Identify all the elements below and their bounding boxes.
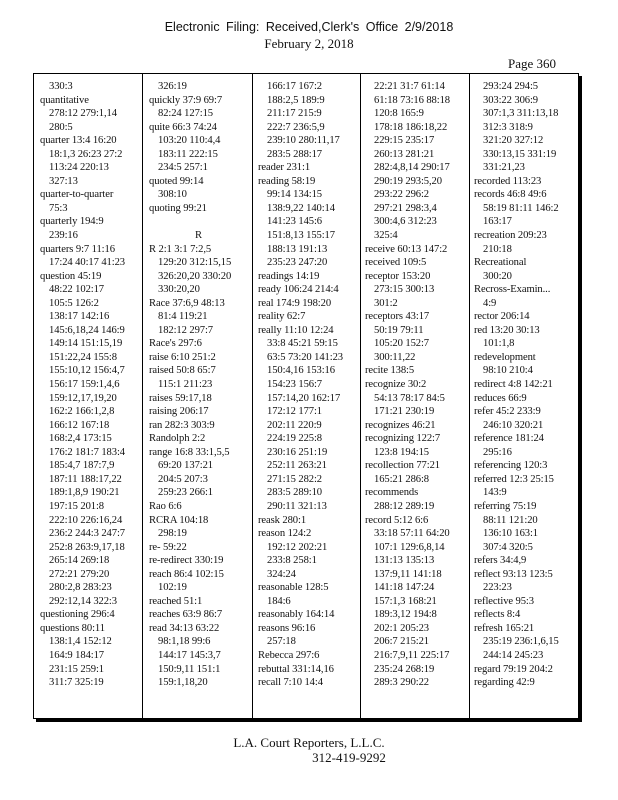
index-page-refs: 159:1,18,20	[158, 677, 208, 689]
index-entry: reasonable 128:5	[258, 582, 329, 594]
index-page-refs: 235:19 236:1,6,15	[483, 636, 559, 648]
index-page-refs: 259:23 266:1	[158, 487, 214, 499]
index-entry: quickly 37:9 69:7	[149, 94, 223, 106]
index-page-refs: 137:9,11 141:18	[374, 568, 442, 580]
index-page-refs: 330:20,20	[158, 284, 200, 296]
index-page-refs: 224:19 225:8	[267, 433, 323, 445]
index-entry: Race's 297:6	[149, 338, 202, 350]
index-page-refs: 290:11 321:13	[267, 500, 327, 512]
index-page-refs: 150:4,16 153:16	[267, 365, 335, 377]
index-entry: redirect 4:8 142:21	[474, 379, 553, 391]
index-page-refs: 293:24 294:5	[483, 81, 539, 92]
index-page-refs: 206:7 215:21	[374, 636, 430, 648]
index-page-refs: 98:1,18 99:6	[158, 636, 211, 648]
index-page-refs: 141:23 145:6	[267, 216, 323, 228]
index-page-refs: 138:9,22 140:14	[267, 202, 335, 214]
index-page-refs: 48:22 102:17	[49, 284, 105, 296]
index-table	[33, 73, 579, 719]
index-page-refs: 58:19 81:11 146:2	[483, 202, 559, 214]
index-entry: reflects 8:4	[474, 609, 521, 621]
index-page-refs: 50:19 79:11	[374, 324, 424, 336]
index-page-refs: 155:10,12 156:4,7	[49, 365, 125, 377]
index-page-refs: 113:24 220:13	[49, 162, 109, 174]
index-entry: recognizing 122:7	[365, 433, 441, 445]
index-page-refs: 143:9	[483, 487, 507, 499]
index-entry: re-redirect 330:19	[149, 555, 224, 567]
index-page-refs: 283:5 289:10	[267, 487, 323, 499]
index-entry: raised 50:8 65:7	[149, 365, 216, 377]
index-page-refs: 183:11 222:15	[158, 148, 218, 160]
index-page-refs: 63:5 73:20 141:23	[267, 351, 343, 363]
index-page-refs: 292:12,14 322:3	[49, 595, 117, 607]
index-page-refs: 223:23	[483, 582, 512, 594]
index-page-refs: 69:20 137:21	[158, 460, 214, 472]
index-entry: Recross-Examin...	[474, 284, 551, 296]
filing-stamp-line: Electronic Filing: Received,Clerk's Office 2/9/2018	[164, 20, 454, 34]
index-entry: refer 45:2 233:9	[474, 406, 541, 418]
index-page-refs: 168:2,4 173:15	[49, 433, 112, 445]
index-page-refs: 271:15 282:2	[267, 473, 323, 485]
index-entry: reach 86:4 102:15	[149, 568, 224, 580]
index-page-refs: 107:1 129:6,8,14	[374, 541, 445, 553]
index-entry: question 45:19	[40, 270, 102, 282]
index-entry: recollection 77:21	[365, 460, 440, 472]
index-page-refs: 150:9,11 151:1	[158, 663, 221, 675]
index-page-refs: 189:1,8,9 190:21	[49, 487, 120, 499]
index-entry: RCRA 104:18	[149, 514, 209, 526]
index-page-refs: 307:1,3 311:13,18	[483, 108, 559, 120]
index-column-3	[258, 80, 357, 690]
index-entry: regarding 42:9	[474, 677, 535, 689]
index-entry: reflective 95:3	[474, 595, 534, 607]
index-page-refs: 99:14 134:15	[267, 189, 323, 201]
index-page-refs: 188:2,5 189:9	[267, 94, 325, 106]
index-page-refs: 290:19 293:5,20	[374, 175, 442, 187]
column-divider	[469, 74, 470, 718]
index-page-refs: 182:12 297:7	[158, 324, 214, 336]
index-page-refs: 197:15 201:8	[49, 500, 105, 512]
index-entry: records 46:8 49:6	[474, 189, 547, 201]
index-page-refs: 235:24 268:19	[374, 663, 435, 675]
index-page-refs: 311:7 325:19	[49, 677, 104, 689]
index-page-refs: 164:9 184:17	[49, 649, 105, 661]
index-entry: rector 206:14	[474, 311, 530, 323]
index-page-refs: 300:11,22	[374, 351, 416, 363]
index-page-refs: 246:10 320:21	[483, 419, 544, 431]
index-page-refs: 149:14 151:15,19	[49, 338, 123, 350]
index-page-refs: 236:2 244:3 247:7	[49, 528, 125, 540]
index-page-refs: 326:20,20 330:20	[158, 270, 232, 282]
index-entry: recommends	[365, 487, 419, 499]
index-page-refs: 300:20	[483, 270, 512, 282]
index-entry: ran 282:3 303:9	[149, 419, 215, 431]
index-page-refs: 293:22 296:2	[374, 189, 430, 201]
index-page-refs: 330:13,15 331:19	[483, 148, 557, 160]
index-page-refs: 105:20 152:7	[374, 338, 430, 350]
index-page-refs: 101:1,8	[483, 338, 515, 350]
index-page-refs: 166:17 167:2	[267, 81, 323, 92]
index-page-refs: 280:2,8 283:23	[49, 582, 112, 594]
index-letter-heading: R	[195, 230, 202, 242]
index-entry: reader 231:1	[258, 162, 311, 174]
index-entry: regard 79:19 204:2	[474, 663, 553, 675]
index-entry: receptors 43:17	[365, 311, 430, 323]
index-entry: quarter 13:4 16:20	[40, 135, 117, 147]
index-page-refs: 216:7,9,11 225:17	[374, 649, 450, 661]
index-page-refs: 131:13 135:13	[374, 555, 435, 567]
column-divider	[252, 74, 253, 718]
index-entry: recall 7:10 14:4	[258, 677, 323, 689]
index-entry: recreation 209:23	[474, 230, 547, 242]
index-entry: quantitative	[40, 94, 89, 106]
index-page-refs: 188:13 191:13	[267, 243, 328, 255]
index-column-4	[365, 80, 464, 690]
index-page-refs: 239:16	[49, 230, 78, 242]
index-page-refs: 222:10 226:16,24	[49, 514, 123, 526]
index-page-refs: 280:5	[49, 121, 73, 133]
index-page-refs: 326:19	[158, 81, 187, 92]
index-page-refs: 283:5 288:17	[267, 148, 323, 160]
index-page-refs: 327:13	[49, 175, 78, 187]
index-entry: real 174:9 198:20	[258, 297, 332, 309]
index-page-refs: 136:10 163:1	[483, 528, 539, 540]
page-number: Page 360	[507, 56, 556, 71]
index-entry: recognize 30:2	[365, 379, 427, 391]
index-page-refs: 138:17 142:16	[49, 311, 110, 323]
index-page-refs: 141:18 147:24	[374, 582, 435, 594]
index-entry: reality 62:7	[258, 311, 306, 323]
index-entry: refresh 165:21	[474, 622, 535, 634]
index-entry: read 34:13 63:22	[149, 622, 220, 634]
index-page-refs: 75:3	[49, 202, 68, 214]
index-page-refs: 272:21 279:20	[49, 568, 110, 580]
index-entry: quoted 99:14	[149, 175, 204, 187]
index-page-refs: 233:8 258:1	[267, 555, 317, 567]
index-page-refs: 166:12 167:18	[49, 419, 110, 431]
index-page-refs: 103:20 110:4,4	[158, 135, 221, 147]
index-page-refs: 22:21 31:7 61:14	[374, 81, 445, 92]
index-page-refs: 185:4,7 187:7,9	[49, 460, 115, 472]
index-entry: referring 75:19	[474, 500, 537, 512]
index-page-refs: 33:8 45:21 59:15	[267, 338, 338, 350]
index-entry: referred 12:3 25:15	[474, 473, 554, 485]
index-entry: rebuttal 331:14,16	[258, 663, 334, 675]
index-entry: quite 66:3 74:24	[149, 121, 217, 133]
index-page-refs: 162:2 166:1,2,8	[49, 406, 115, 418]
index-entry: raising 206:17	[149, 406, 209, 418]
index-page-refs: 102:19	[158, 582, 187, 594]
index-page-refs: 265:14 269:18	[49, 555, 110, 567]
index-page-refs: 278:12 279:1,14	[49, 108, 117, 120]
index-page-refs: 257:18	[267, 636, 296, 648]
index-entry: quoting 99:21	[149, 202, 207, 214]
index-entry: reason 124:2	[258, 528, 312, 540]
index-entry: recite 138:5	[365, 365, 415, 377]
filing-date: February 2, 2018	[264, 36, 354, 51]
index-page-refs: 260:13 281:21	[374, 148, 435, 160]
index-entry: quarter-to-quarter	[40, 189, 114, 201]
index-entry: reask 280:1	[258, 514, 307, 526]
footer-phone: 312-419-9292	[312, 750, 386, 765]
index-entry: reasons 96:16	[258, 622, 316, 634]
index-page-refs: 331:21,23	[483, 162, 525, 174]
index-entry: received 109:5	[365, 257, 427, 269]
index-page-refs: 325:4	[374, 230, 398, 242]
index-entry: receptor 153:20	[365, 270, 431, 282]
index-page-refs: 115:1 211:23	[158, 379, 213, 391]
index-page-refs: 171:21 230:19	[374, 406, 435, 418]
index-entry: reaches 63:9 86:7	[149, 609, 223, 621]
index-page-refs: 211:17 215:9	[267, 108, 322, 120]
index-page-refs: 157:1,3 168:21	[374, 595, 437, 607]
index-page-refs: 4:9	[483, 297, 497, 309]
index-page-refs: 234:5 257:1	[158, 162, 208, 174]
index-page-refs: 187:11 188:17,22	[49, 473, 122, 485]
index-page-refs: 123:8 194:15	[374, 446, 430, 458]
index-page-refs: 330:3	[49, 81, 73, 92]
index-entry: receive 60:13 147:2	[365, 243, 448, 255]
index-page-refs: 82:24 127:15	[158, 108, 214, 120]
index-page-refs: 172:12 177:1	[267, 406, 323, 418]
index-page-refs: 321:20 327:12	[483, 135, 544, 147]
index-page-refs: 239:10 280:11,17	[267, 135, 340, 147]
column-divider	[360, 74, 361, 718]
index-page-refs: 273:15 300:13	[374, 284, 435, 296]
index-entry: red 13:20 30:13	[474, 324, 540, 336]
index-page-refs: 301:2	[374, 297, 398, 309]
index-entry: Recreational	[474, 257, 527, 269]
index-page-refs: 98:10 210:4	[483, 365, 533, 377]
index-page-refs: 129:20 312:15,15	[158, 257, 232, 269]
index-entry: recognizes 46:21	[365, 419, 436, 431]
index-page-refs: 61:18 73:16 88:18	[374, 94, 450, 106]
index-page-refs: 138:1,4 152:12	[49, 636, 112, 648]
index-page-refs: 230:16 251:19	[267, 446, 328, 458]
index-entry: reference 181:24	[474, 433, 544, 445]
index-entry: questions 80:11	[40, 622, 105, 634]
index-page-refs: 295:16	[483, 446, 512, 458]
index-page-refs: 151:22,24 155:8	[49, 351, 117, 363]
index-page-refs: 288:12 289:19	[374, 500, 435, 512]
index-entry: questioning 296:4	[40, 609, 115, 621]
index-page-refs: 145:6,18,24 146:9	[49, 324, 125, 336]
index-entry: really 11:10 12:24	[258, 324, 334, 336]
index-entry: refers 34:4,9	[474, 555, 527, 567]
index-page-refs: 282:4,8,14 290:17	[374, 162, 450, 174]
index-page-refs: 202:11 220:9	[267, 419, 322, 431]
index-entry: raise 6:10 251:2	[149, 351, 216, 363]
index-page-refs: 222:7 236:5,9	[267, 121, 325, 133]
index-page-refs: 151:8,13 155:17	[267, 230, 335, 242]
index-entry: reflect 93:13 123:5	[474, 568, 553, 580]
index-page-refs: 192:12 202:21	[267, 541, 328, 553]
index-page-refs: 165:21 286:8	[374, 473, 430, 485]
index-page-refs: 17:24 40:17 41:23	[49, 257, 125, 269]
index-page-refs: 202:1 205:23	[374, 622, 430, 634]
index-page-refs: 235:23 247:20	[267, 257, 328, 269]
index-page-refs: 157:14,20 162:17	[267, 392, 341, 404]
index-page-refs: 176:2 181:7 183:4	[49, 446, 125, 458]
index-entry: referencing 120:3	[474, 460, 548, 472]
index-page-refs: 303:22 306:9	[483, 94, 539, 106]
index-entry: readings 14:19	[258, 270, 320, 282]
index-entry: quarterly 194:9	[40, 216, 104, 228]
index-page-refs: 33:18 57:11 64:20	[374, 528, 450, 540]
index-page-refs: 156:17 159:1,4,6	[49, 379, 120, 391]
index-page-refs: 54:13 78:17 84:5	[374, 392, 445, 404]
index-entry: Rao 6:6	[149, 500, 182, 512]
index-entry: redevelopment	[474, 351, 536, 363]
index-page-refs: 231:15 259:1	[49, 663, 105, 675]
index-column-1	[40, 80, 139, 690]
index-page-refs: 105:5 126:2	[49, 297, 99, 309]
index-entry: record 5:12 6:6	[365, 514, 429, 526]
column-divider	[142, 74, 143, 718]
index-entry: recorded 113:23	[474, 175, 542, 187]
index-entry: re- 59:22	[149, 541, 187, 553]
index-page-refs: 88:11 121:20	[483, 514, 538, 526]
index-column-5	[474, 80, 573, 690]
index-page-refs: 244:14 245:23	[483, 649, 544, 661]
index-entry: reading 58:19	[258, 175, 316, 187]
index-column-2	[149, 80, 248, 690]
index-page-refs: 312:3 318:9	[483, 121, 533, 133]
index-page-refs: 297:21 298:3,4	[374, 202, 437, 214]
index-page-refs: 144:17 145:3,7	[158, 649, 221, 661]
index-entry: reasonably 164:14	[258, 609, 335, 621]
index-page-refs: 154:23 156:7	[267, 379, 323, 391]
index-page-refs: 229:15 235:17	[374, 135, 435, 147]
index-page-refs: 159:12,17,19,20	[49, 392, 117, 404]
index-page-refs: 307:4 320:5	[483, 541, 533, 553]
index-page-refs: 81:4 119:21	[158, 311, 208, 323]
index-page-refs: 204:5 207:3	[158, 473, 208, 485]
index-page-refs: 18:1,3 26:23 27:2	[49, 148, 123, 160]
index-entry: R 2:1 3:1 7:2,5	[149, 243, 212, 255]
index-page-refs: 324:24	[267, 568, 296, 580]
index-page-refs: 308:10	[158, 189, 187, 201]
index-entry	[149, 215, 248, 229]
index-page-refs: 300:4,6 312:23	[374, 216, 437, 228]
index-page-refs: 252:8 263:9,17,18	[49, 541, 125, 553]
index-entry: raises 59:17,18	[149, 392, 212, 404]
index-entry: ready 106:24 214:4	[258, 284, 339, 296]
index-entry: range 16:8 33:1,5,5	[149, 446, 230, 458]
index-entry: Rebecca 297:6	[258, 649, 320, 661]
index-entry: reduces 66:9	[474, 392, 527, 404]
index-page-refs: 189:3,12 194:8	[374, 609, 437, 621]
index-page-refs: 289:3 290:22	[374, 677, 430, 689]
index-entry: Race 37:6,9 48:13	[149, 297, 225, 309]
index-entry: reached 51:1	[149, 595, 203, 607]
index-page-refs: 184:6	[267, 595, 291, 607]
index-page-refs: 120:8 165:9	[374, 108, 424, 120]
index-entry: Randolph 2:2	[149, 433, 206, 445]
index-page-refs: 298:19	[158, 528, 187, 540]
index-page-refs: 252:11 263:21	[267, 460, 327, 472]
index-entry: quarters 9:7 11:16	[40, 243, 115, 255]
index-page-refs: 163:17	[483, 216, 512, 228]
index-page-refs: 178:18 186:18,22	[374, 121, 448, 133]
index-page-refs: 210:18	[483, 243, 512, 255]
footer-company: L.A. Court Reporters, L.L.C.	[233, 735, 385, 750]
